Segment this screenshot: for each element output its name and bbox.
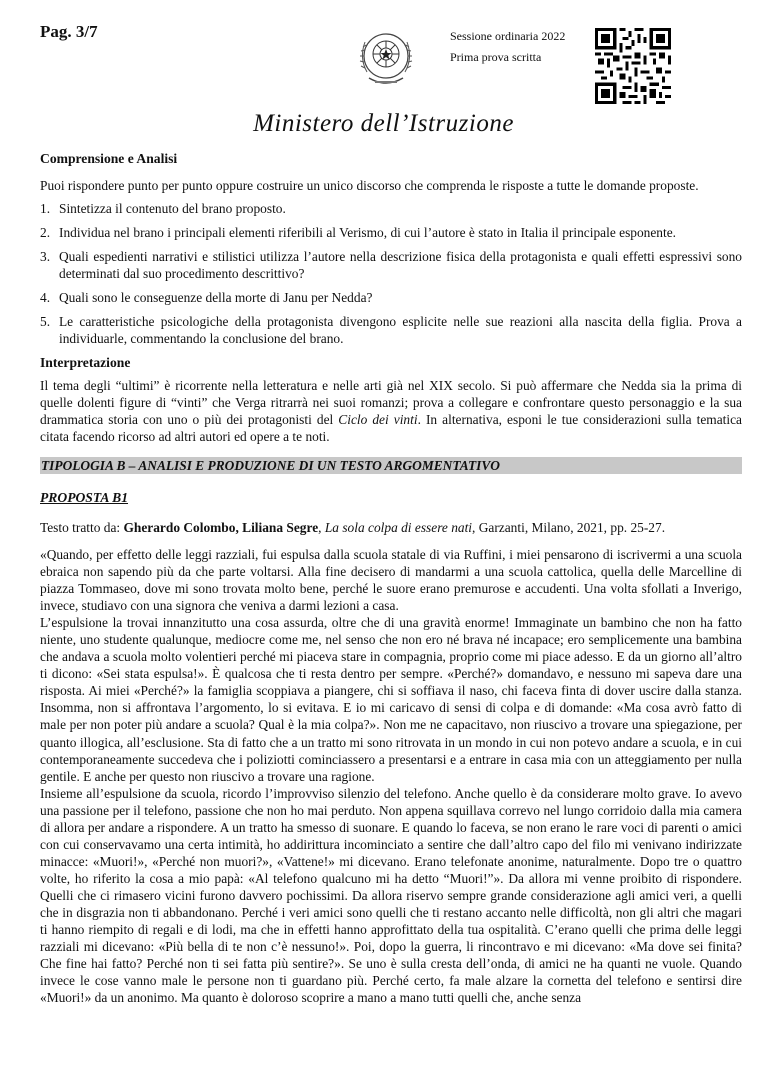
interpretazione-text	[40, 377, 742, 445]
interpretazione-text-part: Il tema degli “ultimi” è ricorrente nella letteratura e nelle arti già nel XIX secolo. Si può affermare che Nedda sia la prima di quelle dolenti figure di “vinti” che Verga ritrarrà nei suoi romanzi; prova a collegare e confrontare questo personaggio e la sua drammatica storia con uno o più dei protagonisti del	[40, 378, 742, 427]
item-text: Quali sono le conseguenze della morte di Janu per Nedda?	[59, 290, 373, 305]
item-number: 2.	[40, 225, 51, 240]
exam-label: Prima prova scritta	[450, 50, 542, 64]
item-text: Individua nel brano i principali elementi riferibili al Verismo, di cui l’autore è stato in Italia il principale esponente.	[59, 225, 677, 240]
list-item	[40, 224, 742, 241]
list-item	[40, 289, 742, 306]
section-heading-comprensione: Comprensione e Analisi	[40, 151, 178, 166]
source-rest: , Garzanti, Milano, 2021, pp. 25-27.	[472, 520, 666, 535]
ministry-title: Ministero dell’Istruzione	[253, 110, 514, 137]
section-heading-interpretazione: Interpretazione	[40, 355, 131, 370]
session-label: Sessione ordinaria 2022	[450, 29, 566, 43]
item-text: Sintetizza il contenuto del brano proposto.	[59, 201, 286, 216]
interpretazione-text-part: . In alternativa, esponi le tue considerazioni sulla tematica citata facendo ricorso ad altri autori ed opere a te noti.	[40, 412, 742, 444]
session-info	[450, 26, 565, 68]
item-text: Quali espedienti narrativi e stilistici utilizza l’autore nella descrizione fisica della protagonista e quali effetti espressivi sono determinati dal suo procedimento descrittivo?	[59, 249, 742, 281]
proposta-title: PROPOSTA B1	[40, 490, 129, 505]
comprensione-intro: Puoi rispondere punto per punto oppure costruire un unico discorso che comprenda le risposte a tutte le domande proposte.	[40, 178, 699, 193]
list-item	[40, 200, 742, 217]
source-authors: Gherardo Colombo, Liliana Segre	[123, 520, 319, 535]
quoted-text	[40, 546, 742, 1006]
item-text: Le caratteristiche psicologiche della protagonista divengono esplicite nelle sue reazioni alla nascita della figlia. Prova a individuarle, commentando la conclusione del brano.	[59, 314, 742, 346]
interpretazione-italic: Ciclo dei vinti	[338, 412, 418, 427]
item-number: 3.	[40, 249, 51, 264]
source-title: La sola colpa di essere nati	[324, 520, 473, 535]
list-item	[40, 248, 742, 282]
document-content	[40, 150, 742, 1006]
questions-list	[40, 200, 742, 347]
source-sep: ,	[318, 520, 325, 535]
item-number: 1.	[40, 201, 51, 216]
republic-emblem-icon	[355, 22, 417, 92]
source-prefix: Testo tratto da:	[40, 520, 124, 535]
item-number: 4.	[40, 290, 51, 305]
qr-code-icon	[595, 28, 671, 104]
tipologia-banner: TIPOLOGIA B – ANALISI E PRODUZIONE DI UN TESTO ARGOMENTATIVO	[40, 457, 742, 474]
page-number: Pag. 3/7	[40, 22, 98, 41]
text-paragraph: «Quando, per effetto delle leggi razziali, fui espulsa dalla scuola statale di via Ruffini, i miei pensarono di iscrivermi a una scuola ebraica non sapendo più da che parte voltarsi. Alla fine decisero di mandarmi a una scuola cattolica, quella delle Marcelline di piazza Tommaseo, dove mi sono trovata molto bene, perché le suore erano premurose e accudenti. Una volta sfollati a Inverigo, invece, studiavo con una signora che veniva a darmi lezioni a casa.	[40, 547, 742, 614]
text-paragraph: Insieme all’espulsione da scuola, ricordo l’improvviso silenzio del telefono. Anche quello è da considerare molto grave. Io avevo una passione per il telefono, passione che non ho mai perduto. Non appena squillava correvo nel lungo corridoio dalla mia camera di allora per andare a rispondere. A un tratto ha smesso di suonare. E quando lo faceva, se non erano le rare voci di parenti o amici con cui conservavamo una certa intimità, ho addirittura incominciato a sentire che dall’altro capo del filo mi venivano indirizzate minacce: «Muori!», «Perché non muori?», «Vattene!» mi dicevano. Erano telefonate anonime, naturalmente. Dopo tre o quattro volte, ho riferito la cosa a mio papà: «Al telefono qualcuno mi ha detto “Muori!”». Da allora mi venne proibito di rispondere. Quelli che ci rimasero vicini furono davvero pochissimi. Da allora riservo sempre grande considerazione agli amici veri, a quelli che in disgrazia non ti abbandonano. Perché i veri amici sono quelli che ti restano accanto nelle difficoltà, non gli altri che magari ti hanno riempito di regali e di lodi, ma che in effetti hanno approfittato della tua ospitalità. C’erano quelli che prima delle leggi razziali mi dicevano: «Più bella di te non c’è nessuno!». Poi, dopo la guerra, li rincontravo e mi dicevano: «Ma dove sei finita? Che fine hai fatto? Perché non ti sei fatta più sentire?». Se uno è sulla cresta dell’onda, di amici ne ha quanti ne vuole. Quando invece le cose vanno male le persone non ti guardano più. Perché certo, fa male alzare la cornetta del telefono e sentirsi dire «Muori!» da un anonimo. Ma quanto è doloroso scoprire a mano a mano tutti quelli che, anche senza	[40, 785, 742, 1006]
source-citation	[40, 519, 742, 536]
list-item	[40, 313, 742, 347]
item-number: 5.	[40, 314, 51, 329]
text-paragraph: L’espulsione la trovai innanzitutto una cosa assurda, oltre che di una gravità enorme! Immaginate un bambino che non ha fatto niente, uno studente qualunque, mediocre come me, nel senso che non ero né brava né incapace; ero semplicemente una bambina che andava a scuola molto volentieri perché mi piaceva stare in compagnia, proprio come mi piace adesso. E da un giorno all’altro ti dicono: «Sei stata espulsa!». È qualcosa che ti resta dentro per sempre. «Perché?» domandavo, e nessuno mi sapeva dare una risposta. Ai miei «Perché?» la famiglia scoppiava a piangere, chi si soffiava il naso, chi faceva finta di dover uscire dalla stanza. Insomma, non si affrontava l’argomento, lo si evitava. E io mi caricavo di sensi di colpa e di domande: «Ma cosa avrò fatto di male per non poter più andare a scuola? Qual è la mia colpa?». Non me ne capacitavo, non riuscivo a trovare una spiegazione, per quanto illogica, all’esclusione. Sta di fatto che a un tratto mi sono ritrovata in un mondo in cui non potevo andare a scuola, e in cui contemporaneamente succedeva che i poliziotti cominciassero a presentarsi e a entrare in casa mia con un atteggiamento per nulla gentile. E anche per questo non riuscivo a trovare una ragione.	[40, 615, 742, 784]
